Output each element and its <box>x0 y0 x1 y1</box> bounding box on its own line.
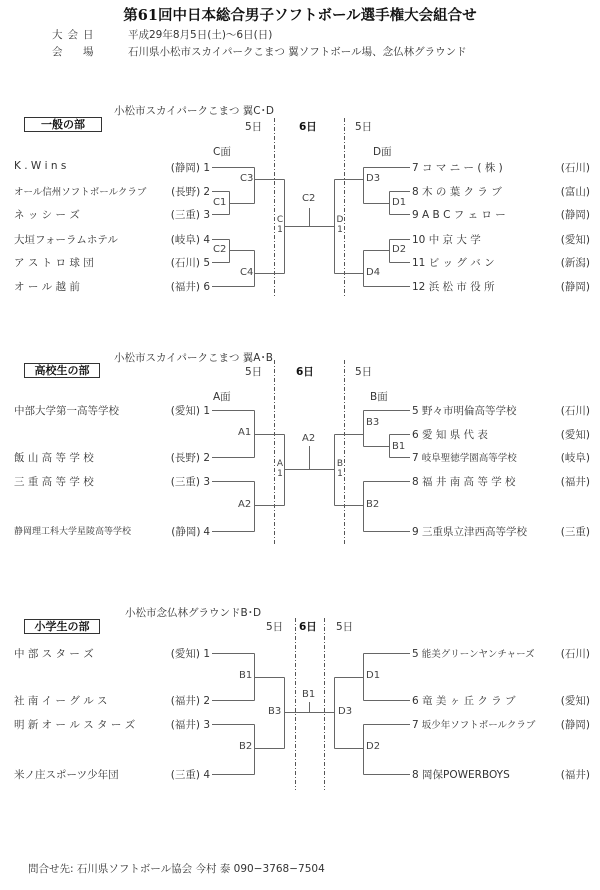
team-row <box>14 474 210 489</box>
team-row <box>412 160 590 175</box>
team-pref: (静岡) <box>560 209 590 221</box>
team-pref: (富山) <box>560 186 590 198</box>
team-pref: (三重) <box>170 476 200 488</box>
team-name: K . W i n s <box>14 160 67 172</box>
section-venue: 小松市念仏林グラウンドB･D <box>125 607 262 619</box>
match-label-vertical: D 1 <box>336 215 344 235</box>
team-name: 木 の 葉 ク ラ ブ <box>422 186 502 198</box>
team-name: ア ス ト ロ 球 団 <box>14 257 94 269</box>
match-label: C4 <box>240 267 254 278</box>
match-label: D3 <box>338 706 353 717</box>
team-name: 飯 山 高 等 学 校 <box>14 452 94 464</box>
team-row <box>412 184 590 199</box>
team-pref: (石川) <box>170 257 200 269</box>
team-name: 浜 松 市 役 所 <box>428 281 495 293</box>
match-label: C1 <box>213 197 227 208</box>
team-name: 明 新 オ ー ル ス タ ー ズ <box>14 719 136 731</box>
match-label: A1 <box>238 427 252 438</box>
court-right: B面 <box>370 391 388 403</box>
match-label: B3 <box>366 417 380 428</box>
match-label: B2 <box>239 741 253 752</box>
court-left: A面 <box>213 391 231 403</box>
match-label: D1 <box>366 670 381 681</box>
match-label-vertical: B 1 <box>336 459 344 479</box>
section-label: 一般の部 <box>24 117 102 132</box>
team-pref: (静岡) <box>560 719 590 731</box>
match-label: B1 <box>239 670 253 681</box>
day-left: 5日 <box>245 121 263 133</box>
team-name: A B C フ ェ ロ ー <box>422 209 506 221</box>
match-label: D3 <box>366 173 381 184</box>
team-row <box>14 184 210 199</box>
team-row <box>412 717 590 732</box>
match-label: A2 <box>238 499 252 510</box>
team-pref: (福井) <box>170 719 200 731</box>
team-pref: (長野) <box>171 186 201 198</box>
team-seed: 8 <box>412 186 419 198</box>
team-row <box>412 255 590 270</box>
team-row <box>14 160 210 175</box>
section-venue: 小松市スカイパークこまつ 翼A･B <box>114 352 273 364</box>
team-name: 米ノ庄スポーツ少年団 <box>14 769 119 781</box>
team-name: 福 井 南 高 等 学 校 <box>422 476 516 488</box>
team-name: 岐阜聖徳学園高等学校 <box>421 453 517 464</box>
team-pref: (長野) <box>170 452 200 464</box>
team-pref: (石川) <box>560 162 590 174</box>
page-title: 第61回中日本総合男子ソフトボール選手権大会組合せ <box>123 7 477 24</box>
date-label: 大会日 <box>52 29 99 41</box>
team-seed: 7 <box>412 162 419 174</box>
team-row <box>14 524 210 539</box>
match-label-vertical: C 1 <box>276 215 284 235</box>
team-seed: 6 <box>412 695 419 707</box>
team-row <box>14 255 210 270</box>
day-right: 5日 <box>355 366 373 378</box>
team-seed: 6 <box>203 281 210 293</box>
team-row <box>14 403 210 418</box>
team-pref: (愛知) <box>170 648 200 660</box>
team-seed: 1 <box>203 648 210 660</box>
team-name: 中 部 ス タ ー ズ <box>14 648 94 660</box>
team-pref: (石川) <box>560 405 590 417</box>
match-label: D1 <box>392 197 407 208</box>
team-name: 大垣フォーラムホテル <box>14 234 118 246</box>
team-name: オ ー ル 越 前 <box>14 281 80 293</box>
team-seed: 1 <box>203 405 210 417</box>
contact-info: 問合せ先: 石川県ソフトボール協会 今村 泰 090−3768−7504 <box>28 863 325 875</box>
team-name: 中 京 大 学 <box>428 234 481 246</box>
final-label: B1 <box>302 689 316 700</box>
team-seed: 7 <box>412 452 419 464</box>
team-pref: (愛知) <box>560 695 590 707</box>
match-label-vertical: A 1 <box>276 459 284 479</box>
team-name: 三 重 高 等 学 校 <box>14 476 94 488</box>
team-row <box>412 524 590 539</box>
team-seed: 6 <box>412 429 419 441</box>
team-pref: (岐阜) <box>170 234 200 246</box>
venue-label: 会 場 <box>52 46 99 58</box>
team-pref: (三重) <box>170 769 200 781</box>
date-value: 平成29年8月5日(土)〜6日(日) <box>128 29 273 41</box>
day-left: 5日 <box>245 366 263 378</box>
team-row <box>14 717 210 732</box>
team-pref: (三重) <box>560 526 590 538</box>
team-seed: 5 <box>203 257 210 269</box>
day-right: 5日 <box>355 121 373 133</box>
match-label: D4 <box>366 267 381 278</box>
team-row <box>14 767 210 782</box>
team-seed: 4 <box>203 526 210 538</box>
team-name: 岡保POWERBOYS <box>422 769 510 781</box>
team-row <box>412 403 590 418</box>
team-row <box>14 279 210 294</box>
team-pref: (愛知) <box>560 234 590 246</box>
section-label: 高校生の部 <box>24 363 100 378</box>
team-name: オール信州ソフトボールクラブ <box>14 187 147 198</box>
final-label: C2 <box>302 193 316 204</box>
team-name: 社 南 イ ー グ ル ス <box>14 695 108 707</box>
team-name: 竜 美 ヶ 丘 ク ラ ブ <box>422 695 516 707</box>
team-name: ビ ッ グ バ ン <box>428 257 495 269</box>
team-name: 野々市明倫高等学校 <box>422 405 517 417</box>
team-seed: 2 <box>203 186 210 198</box>
team-name: コ マ ニ ー ( 株 ) <box>422 162 503 174</box>
team-seed: 2 <box>203 452 210 464</box>
day-center: 6日 <box>299 621 317 633</box>
day-left: 5日 <box>266 621 284 633</box>
final-label: A2 <box>302 433 316 444</box>
team-pref: (三重) <box>170 209 200 221</box>
team-row <box>14 232 210 247</box>
team-seed: 4 <box>203 234 210 246</box>
team-seed: 9 <box>412 209 419 221</box>
team-row <box>412 427 590 442</box>
team-row <box>412 232 590 247</box>
team-seed: 12 <box>412 281 426 293</box>
team-name: 静岡理工科大学星陵高等学校 <box>14 527 132 537</box>
match-label: B2 <box>366 499 380 510</box>
team-seed: 4 <box>203 769 210 781</box>
day-right: 5日 <box>336 621 354 633</box>
day-center: 6日 <box>299 121 317 133</box>
team-row <box>412 207 590 222</box>
team-row <box>412 279 590 294</box>
team-name: 三重県立津西高等学校 <box>422 526 528 538</box>
team-pref: (愛知) <box>170 405 200 417</box>
team-seed: 8 <box>412 476 419 488</box>
team-seed: 2 <box>203 695 210 707</box>
section-label: 小学生の部 <box>24 619 100 634</box>
section-venue: 小松市スカイパークこまつ 翼C･D <box>114 105 274 117</box>
team-pref: (福井) <box>560 769 590 781</box>
court-right: D面 <box>373 146 392 158</box>
team-row <box>412 646 590 661</box>
match-label: B1 <box>392 441 406 452</box>
team-pref: (福井) <box>170 695 200 707</box>
team-seed: 9 <box>412 526 419 538</box>
match-label: C3 <box>240 173 254 184</box>
team-pref: (静岡) <box>560 281 590 293</box>
day-center: 6日 <box>296 366 314 378</box>
team-seed: 1 <box>203 162 210 174</box>
match-label: D2 <box>366 741 381 752</box>
team-row <box>412 767 590 782</box>
team-pref: (石川) <box>560 648 590 660</box>
team-name: 中部大学第一高等学校 <box>14 405 119 417</box>
team-row <box>14 207 210 222</box>
team-row <box>412 450 590 465</box>
team-pref: (岐阜) <box>560 452 590 464</box>
team-seed: 10 <box>412 234 426 246</box>
team-pref: (新潟) <box>560 257 590 269</box>
team-name: 坂少年ソフトボールクラブ <box>421 720 536 731</box>
team-seed: 5 <box>412 405 419 417</box>
team-row <box>412 474 590 489</box>
team-pref: (静岡) <box>171 526 201 538</box>
team-seed: 3 <box>203 476 210 488</box>
team-pref: (福井) <box>170 281 200 293</box>
team-name: 能美グリーンヤンチャーズ <box>421 649 535 660</box>
team-seed: 3 <box>203 719 210 731</box>
team-seed: 8 <box>412 769 419 781</box>
match-label: C2 <box>213 244 227 255</box>
court-left: C面 <box>213 146 231 158</box>
team-pref: (愛知) <box>560 429 590 441</box>
team-name: ネ ッ シ ー ズ <box>14 209 80 221</box>
venue-value: 石川県小松市スカイパークこまつ 翼ソフトボール場、念仏林グラウンド <box>128 46 467 58</box>
team-seed: 11 <box>412 257 426 269</box>
team-seed: 3 <box>203 209 210 221</box>
team-pref: (静岡) <box>170 162 200 174</box>
team-seed: 5 <box>412 648 419 660</box>
team-name: 愛 知 県 代 表 <box>422 429 488 441</box>
team-seed: 7 <box>412 719 419 731</box>
team-pref: (福井) <box>560 476 590 488</box>
match-label: B3 <box>268 706 282 717</box>
team-row <box>14 646 210 661</box>
team-row <box>14 693 210 708</box>
team-row <box>14 450 210 465</box>
match-label: D2 <box>392 244 407 255</box>
team-row <box>412 693 590 708</box>
